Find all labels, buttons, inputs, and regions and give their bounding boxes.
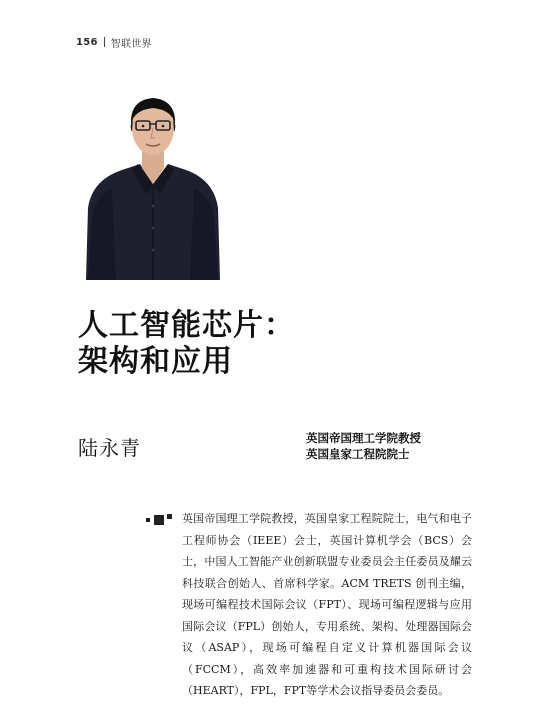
article-title-line-2: 架构和应用 bbox=[78, 344, 233, 379]
page-number: 156 bbox=[76, 36, 98, 48]
running-title: 智联世界 bbox=[110, 38, 152, 50]
author-title-line-2: 英国皇家工程院院士 bbox=[306, 447, 410, 461]
author-name: 陆永青 bbox=[78, 436, 141, 460]
author-bio: 英国帝国理工学院教授，英国皇家工程院院士，电气和电子工程师协会（IEEE）会士，英国计算机学会（BCS）会士，中国人工智能产业创新联盟专业委员会主任委员及耀云科技联合创始人、首席科学家。ACM TRETS 创刊主编，现场可编程技术国际会议（FPT）、现场可编程逻辑与应用国际会议（FPL）创始人，专用系统、架构、处理器国际会议（ASAP），现场可编程自定义计算机器国际会议（FCCM），高效率加速器和可重构技术国际研讨会（HEART），FPL，FPT等学术会议指导委员会委员。 bbox=[182, 512, 472, 697]
author-titles bbox=[306, 430, 421, 462]
header-divider bbox=[104, 37, 105, 47]
portrait-illustration bbox=[82, 88, 224, 280]
square-bullet-icon bbox=[146, 514, 176, 526]
page-header bbox=[76, 34, 152, 50]
author-portrait bbox=[82, 88, 224, 280]
article-title bbox=[78, 308, 295, 380]
article-title-line-1: 人工智能芯片： bbox=[78, 308, 295, 343]
author-title-line-1: 英国帝国理工学院教授 bbox=[306, 431, 421, 445]
